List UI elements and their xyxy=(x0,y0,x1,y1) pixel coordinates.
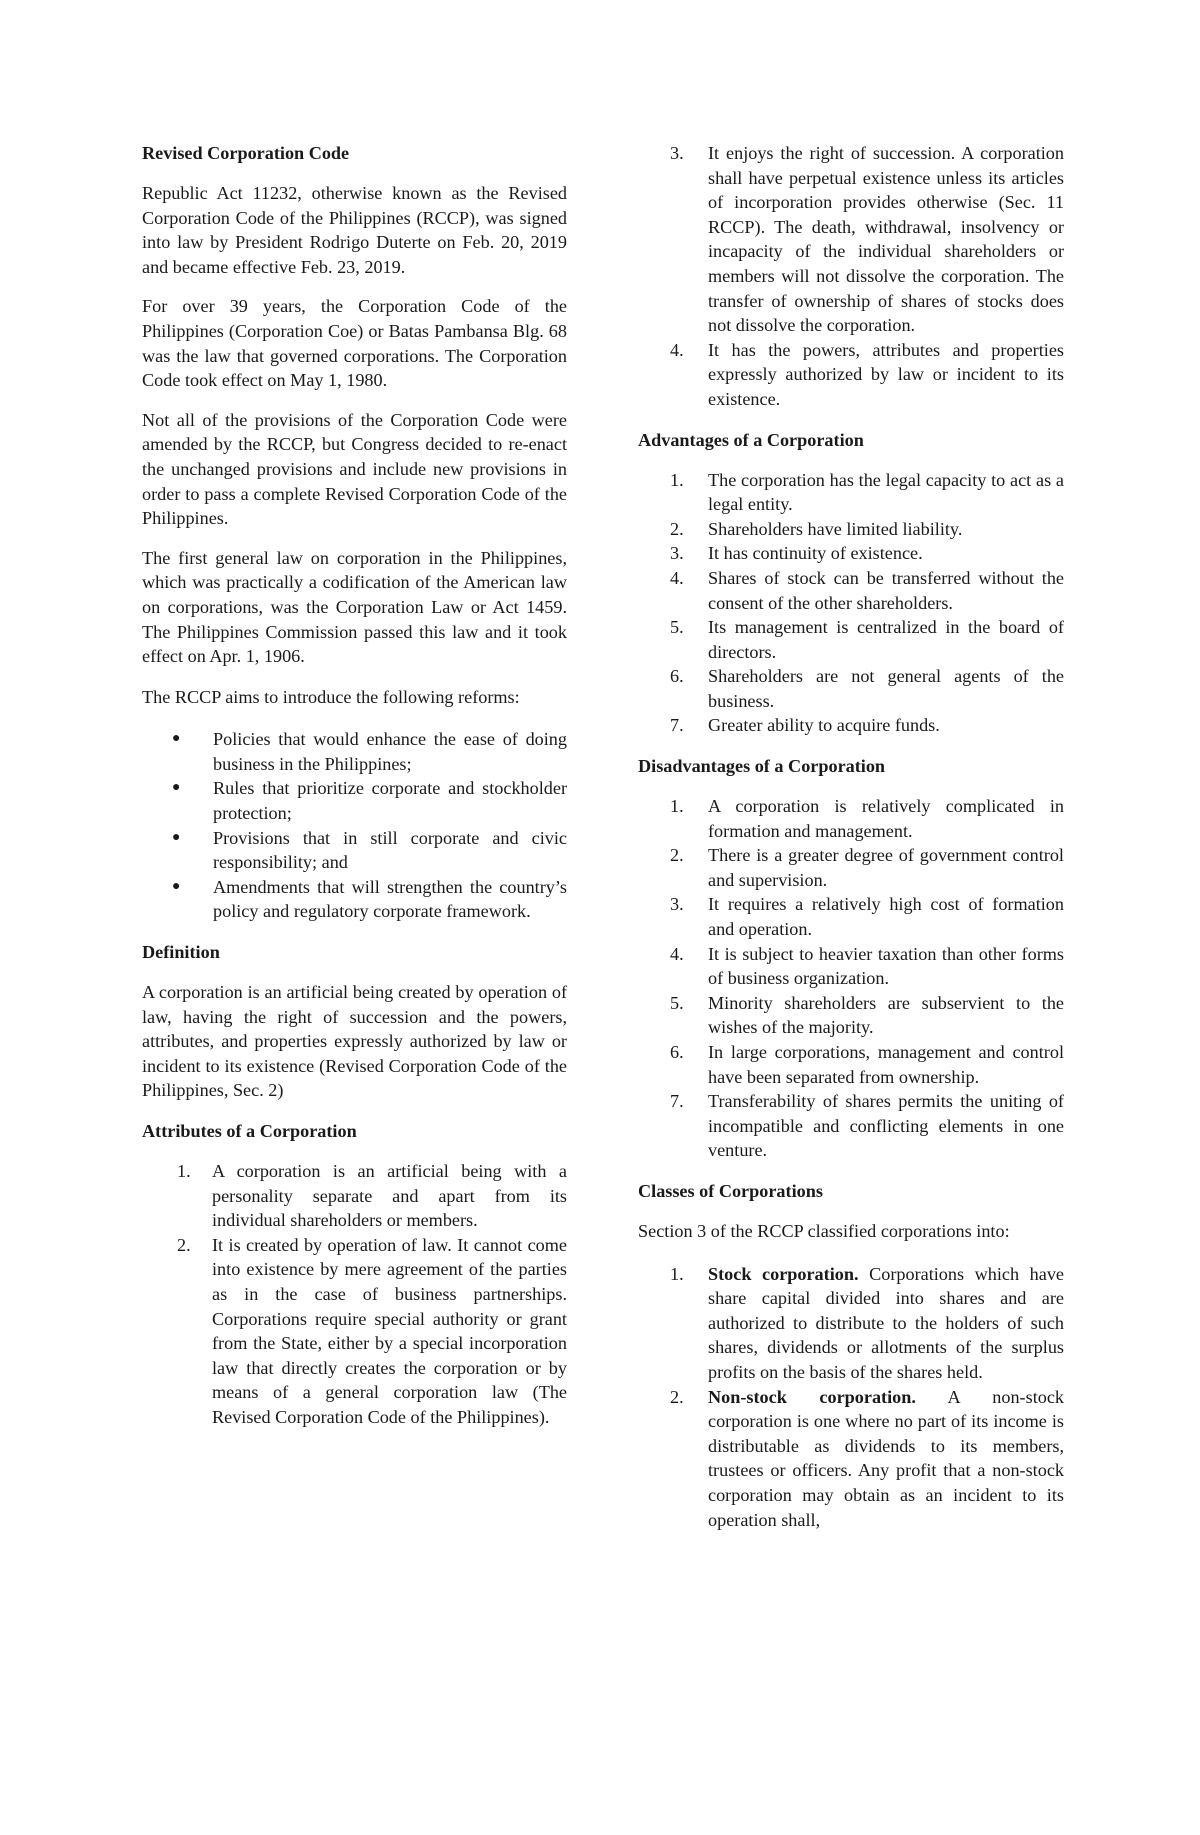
section-heading-classes: Classes of Corporations xyxy=(638,1180,823,1201)
paragraph: The RCCP aims to introduce the following reforms: xyxy=(142,686,520,707)
bullet-icon: ● xyxy=(172,780,181,796)
list-item: 2. Shareholders have limited liability. xyxy=(670,518,963,539)
section-heading-definition: Definition xyxy=(142,942,220,963)
paragraph: The first general law on corporation in the Philippines, which was practically a codification of the American law on corporations, was the Corporation Law or Act 1459. The Philippines Commission passed this law and it took effect on Apr. 1, 1906. xyxy=(142,547,567,667)
list-item: ● Provisions that in still corporate and civic responsibility; and xyxy=(172,827,567,873)
list-item: 1. Stock corporation. Corporations which have share capital divided into shares and are authorized to distribute to the holders of such shares, dividends or allotments of the surplus profits on the basis of the shares held. xyxy=(670,1263,1064,1382)
list-item: 2. It is created by operation of law. It cannot come into existence by mere agreement of the parties as in the case of business partnerships. Corporations require special authority or grant from the State, either by a special incorporation law that directly creates the corporation or by means of a general corporation law (The Revised Corporation Code of the Philippines). xyxy=(177,1234,567,1427)
list-item: 1. A corporation is an artificial being with a personality separate and apart from its individual shareholders or members. xyxy=(177,1161,567,1231)
list-item: 6. Shareholders are not general agents of the business. xyxy=(670,666,1064,711)
section-heading-attributes: Attributes of a Corporation xyxy=(142,1121,357,1141)
attributes-list xyxy=(142,1159,567,1430)
list-item: 5. Minority shareholders are subservient to the wishes of the majority. xyxy=(670,992,1064,1038)
disadvantages-list xyxy=(638,794,1064,1163)
paragraph: Republic Act 11232, otherwise known as the Revised Corporation Code of the Philippines (RCCP), was signed into law by President Rodrigo Duterte on Feb. 20, 2019 and became effective Feb. 23, 2019. xyxy=(142,183,567,277)
list-item: 3. It enjoys the right of succession. A corporation shall have perpetual existence unless its articles of incorporation provides otherwise (Sec. 11 RCCP). The death, withdrawal, insolvency or incapacity of the individual shareholders or members will not dissolve the corporation. The transfer of ownership of shares of stocks does not dissolve the corporation. xyxy=(670,143,1064,336)
advantages-list xyxy=(638,468,1064,739)
list-item: 2. Non-stock corporation. A non-stock corporation is one where no part of its income is distributable as dividends to its members, trustees or officers. Any profit that a non-stock corporation may obtain as an incident to its operation shall, xyxy=(670,1386,1065,1530)
paragraph: For over 39 years, the Corporation Code of the Philippines (Corporation Coe) or Batas Pambansa Blg. 68 was the law that governed corporations. The Corporation Code took effect on May 1, 1980. xyxy=(142,296,567,391)
list-item: 5. Its management is centralized in the board of directors. xyxy=(670,617,1064,662)
list-item: 7. Transferability of shares permits the uniting of incompatible and conflicting elements in one venture. xyxy=(670,1091,1064,1161)
attributes-list-continued xyxy=(638,141,1064,412)
reforms-list xyxy=(142,727,567,924)
document-title: Revised Corporation Code xyxy=(142,143,350,163)
list-item: 1. The corporation has the legal capacity to act as a legal entity. xyxy=(670,469,1064,515)
right-column xyxy=(638,141,1064,1547)
list-item: 1. A corporation is relatively complicated in formation and management. xyxy=(670,796,1064,841)
definition-paragraph: A corporation is an artificial being created by operation of law, having the right of succession and the powers, attributes, and properties expressly authorized by law or incident to its existence (Revised Corporation Code of the Philippines, Sec. 2) xyxy=(142,982,567,1101)
list-item: ● Rules that prioritize corporate and stockholder protection; xyxy=(172,778,567,824)
list-item: ● Amendments that will strengthen the country’s policy and regulatory corporate framework. xyxy=(172,876,567,922)
classes-intro: Section 3 of the RCCP classified corporations into: xyxy=(638,1220,1010,1241)
section-heading-advantages: Advantages of a Corporation xyxy=(638,429,864,450)
list-item: 4. It is subject to heavier taxation than other forms of business organization. xyxy=(670,943,1064,989)
list-item: 3. It requires a relatively high cost of formation and operation. xyxy=(670,894,1064,940)
bullet-icon: ● xyxy=(172,829,181,845)
section-heading-disadvantages: Disadvantages of a Corporation xyxy=(638,756,886,777)
list-item: 4. Shares of stock can be transferred without the consent of the other shareholders. xyxy=(670,567,1064,613)
list-item: ● Policies that would enhance the ease of doing business in the Philippines; xyxy=(172,729,567,774)
left-column xyxy=(142,141,567,1445)
classes-list xyxy=(638,1262,1064,1533)
bullet-icon: ● xyxy=(172,731,181,747)
list-item: 4. It has the powers, attributes and properties expressly authorized by law or incident to its existence. xyxy=(670,339,1064,409)
list-item: 3. It has continuity of existence. xyxy=(670,543,923,564)
paragraph: Not all of the provisions of the Corporation Code were amended by the RCCP, but Congress decided to re-enact the unchanged provisions and include new provisions in order to pass a complete Revised Corporation Code of the Philippines. xyxy=(142,409,567,529)
bullet-icon: ● xyxy=(172,878,181,894)
list-item: 7. Greater ability to acquire funds. xyxy=(670,715,940,736)
list-item: 2. There is a greater degree of government control and supervision. xyxy=(670,845,1064,890)
list-item: 6. In large corporations, management and control have been separated from ownership. xyxy=(670,1042,1064,1087)
